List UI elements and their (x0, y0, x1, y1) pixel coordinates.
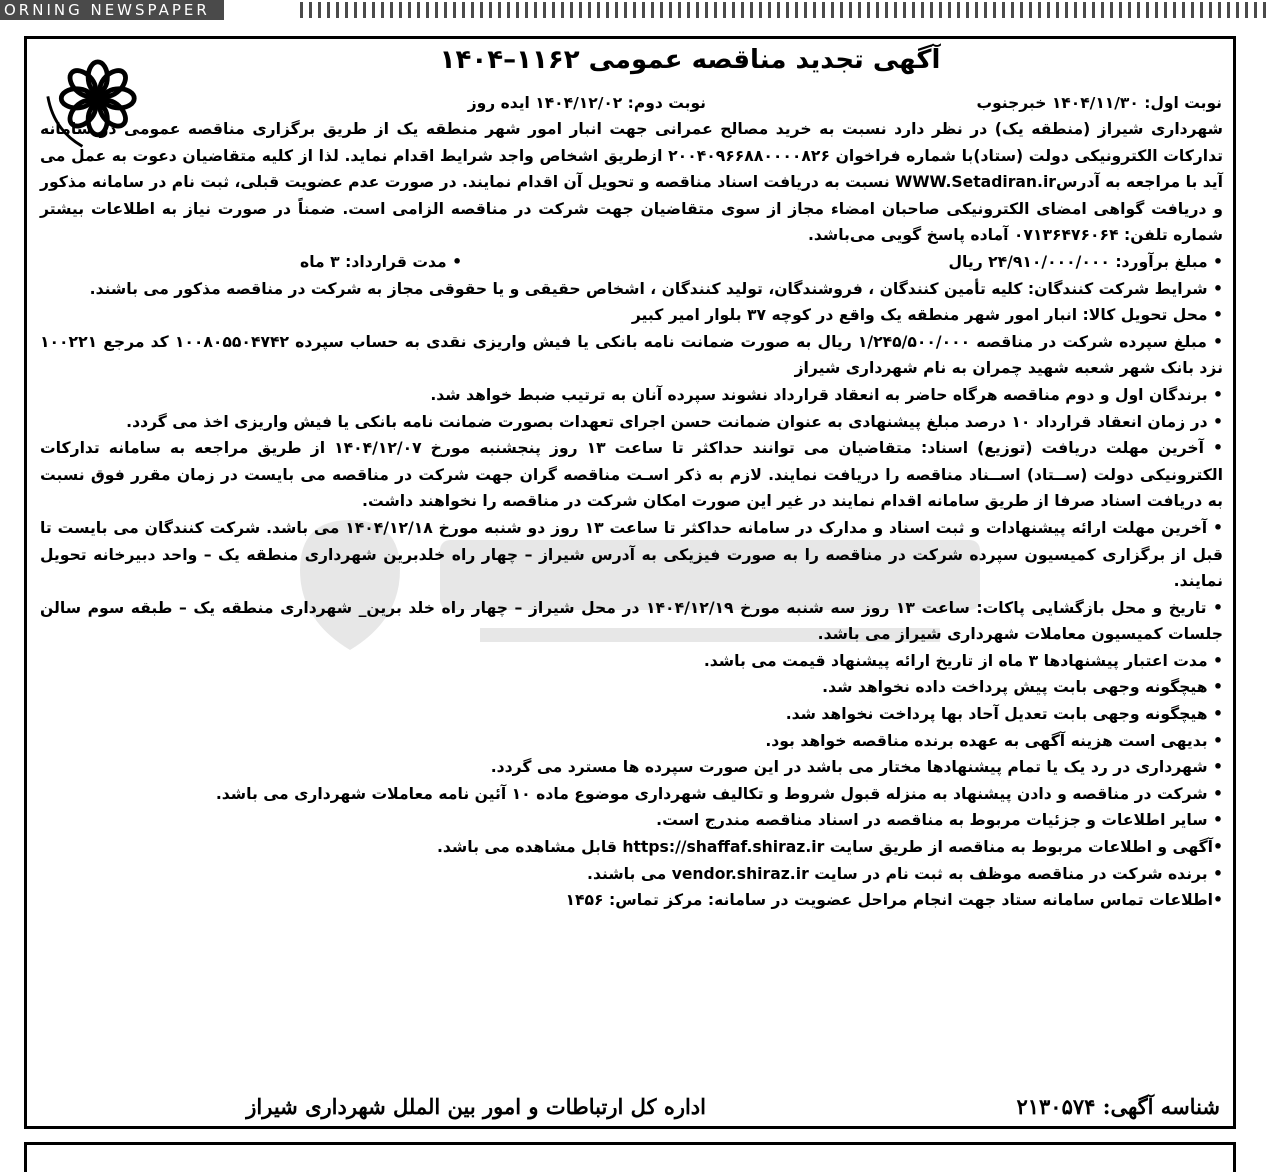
masthead-stripes (300, 2, 1266, 18)
list-item: • آخرین مهلت دریافت (توزیع) اسناد: متقاضیان می توانند حداکثر تا ساعت ۱۳ روز پنجشنبه مورخ ۱۴۰۴/۱۲/۰۷ از طریق مراجعه به سامانه تدارکات الکترونیکی دولت (ســتاد) اســناد مناقصه را دریافت نمایند. لازم به ذکر اسـت مناقصه گران جهت شرکت در مناقصه می بایست در زمان مقرر فوق نسبت به دریافت اسناد صرفا از طریق سامانه اقدام نمایند در غیر این صورت امکان شرکت در مناقصه را نخواهند داشت. (40, 439, 1223, 511)
vendor-text: • برنده شرکت در مناقصه موظف به ثبت نام در سایت (814, 864, 1223, 883)
list-item: • هیچگونه وجهی بابت تعدیل آحاد بها پرداخت نخواهد شد. (785, 705, 1223, 724)
estimate-row (40, 249, 1223, 276)
transparency-text: •آگهی و اطلاعات مربوط به مناقصه از طریق سایت (829, 838, 1223, 857)
notice-body (40, 116, 1223, 914)
notice-title: آگهی تجدید مناقصه عمومی ۱۱۶۲–۱۴۰۴ (439, 45, 941, 75)
list-item: • برندگان اول و دوم مناقصه هرگاه حاضر به انعقاد قرارداد نشوند سپرده آنان به ترتیب ضبط خواهد شد. (430, 385, 1223, 404)
list-item: • آخرین مهلت ارائه پیشنهادات و ثبت اسناد و مدارک در سامانه حداکثر تا ساعت ۱۳ روز دو شنبه مورخ ۱۴۰۴/۱۲/۱۸ می باشد. شرکت کنندگان می بایست تا قبل از برگزاری کمیسیون سپرده شرکت در مناقصه را به صورت فیزیکی به آدرس شیراز – چهار راه خلدبرین شهرداری منطقه یک – واحد دبیرخانه تحویل نمایند. (40, 518, 1223, 591)
second-turn: نوبت دوم: ۱۴۰۴/۱۲/۰۲ ایده روز (467, 94, 706, 112)
list-item: • سایر اطلاعات و جزئیات مربوط به مناقصه در اسناد مناقصه مندرج است. (656, 811, 1223, 830)
setadiran-link[interactable]: WWW.Setadiran.ir (895, 173, 1056, 192)
vendor-suffix: می باشند. (587, 864, 667, 883)
list-item: • در زمان انعقاد قرارداد ۱۰ درصد مبلغ پیشنهادی به عنوان ضمانت حسن اجرای تعهدات بصورت ضمانت نامه بانکی یا فیش واریزی اخذ می گردد. (126, 412, 1223, 431)
intro-text: شهرداری شیراز (منطقه یک) در نظر دارد نسبت به خرید مصالح عمرانی جهت انبار امور شهر منطقه یک از طریق برگزاری مناقصه عمومی در سامانه تدارکات الکترونیکی دولت (ستاد)با شماره فراخوان ۲۰۰۴۰۹۶۶۸۸۰۰۰۰۸۲۶ ازطریق اشخاص واجد شرایط اقدام نماید. لذا از کلیه متقاضیان دعوت به عمل می آید با مراجعه به آدرس (40, 120, 1223, 192)
masthead-label: ORNING NEWSPAPER (0, 0, 224, 20)
transparency-suffix: قابل مشاهده می باشد. (437, 838, 617, 857)
first-turn: نوبت اول: ۱۴۰۴/۱۱/۳۰ خبرجنوب (976, 94, 1222, 112)
list-item: • مدت اعتبار پیشنهادها ۳ ماه از تاریخ ارائه پیشنهاد قیمت می باشد. (703, 651, 1223, 670)
intro-continuation: نسبت به دریافت اسناد مناقصه و تحویل آن اقدام نمایند. در صورت عدم عضویت قبلی، ثبت نام در سامانه مذکور و دریافت گواهی امضای الکترونیکی صاحبان امضاء مجاز از سوی متقاضیان جهت شرکت در مناقصه الزامی است. ضمناً در صورت نیاز به اطلاعات بیشتر شماره تلفن: ۰۷۱۳۶۴۷۶۰۶۴ آماده پاسخ گویی می‌باشد. (40, 173, 1223, 245)
masthead (0, 0, 1266, 22)
list-item: • بدیهی است هزینه آگهی به عهده برنده مناقصه خواهد بود. (765, 731, 1223, 750)
list-item: • هیچگونه وجهی بابت پیش پرداخت داده نخواهد شد. (822, 678, 1223, 697)
contract-duration: • مدت قرارداد: ۳ ماه (300, 252, 463, 271)
contact-item: •اطلاعات تماس سامانه ستاد جهت انجام مراحل عضویت در سامانه: مرکز تماس: ۱۴۵۶ (565, 891, 1223, 910)
vendor-item (40, 861, 1223, 888)
shaffaf-link[interactable]: https://shaffaf.shiraz.ir (622, 838, 825, 857)
list-item: • شرایط شرکت کنندگان: کلیه تأمین کنندگان ، فروشندگان، تولید کنندگان ، اشخاص حقیقی و یا حقوقی مجاز به شرکت در مناقصه مذکور می باشند. (89, 279, 1223, 298)
transparency-item (40, 834, 1223, 861)
list-item: • شهرداری در رد یک یا تمام پیشنهادها مختار می باشد در این صورت سپرده ها مسترد می گردد. (490, 758, 1223, 777)
list-item: • تاریخ و محل بازگشایی پاکات: ساعت ۱۳ روز سه شنبه مورخ ۱۴۰۴/۱۲/۱۹ در محل شیراز – چهار راه خلد برین_ شهرداری منطقه یک – طبقه سوم سالن جلسات کمیسیون معاملات شهرداری شیراز می باشد. (40, 598, 1223, 644)
list-item: • مبلغ سپرده شرکت در مناقصه ۱/۲۴۵/۵۰۰/۰۰۰ ریال به صورت ضمانت نامه بانکی یا فیش واریزی نقدی به حساب سپرده ۱۰۰۸۰۵۵۰۴۷۴۲ کد مرجع ۱۰۰۲۲۱ نزد بانک شهر شعبه شهید چمران به نام شهرداری شیراز (40, 332, 1224, 378)
list-item: • شرکت در مناقصه و دادن پیشنهاد به منزله قبول شروط و تکالیف شهرداری موضوع ماده ۱۰ آئین نامه معاملات شهرداری می باشد. (215, 784, 1223, 803)
ad-id: شناسه آگهی: ۲۱۳۰۵۷۴ (1016, 1094, 1220, 1119)
vendor-link[interactable]: vendor.shiraz.ir (671, 864, 809, 883)
intro-paragraph (40, 116, 1223, 249)
issuer: اداره کل ارتباطات و امور بین الملل شهرداری شیراز (246, 1094, 706, 1119)
next-notice-frame (24, 1142, 1236, 1172)
estimate-amount: • مبلغ برآورد: ۲۴/۹۱۰/۰۰۰/۰۰۰ ریال (948, 252, 1223, 271)
list-item: • محل تحویل کالا: انبار امور شهر منطقه یک واقع در کوچه ۳۷ بلوار امیر کبیر (631, 306, 1223, 325)
